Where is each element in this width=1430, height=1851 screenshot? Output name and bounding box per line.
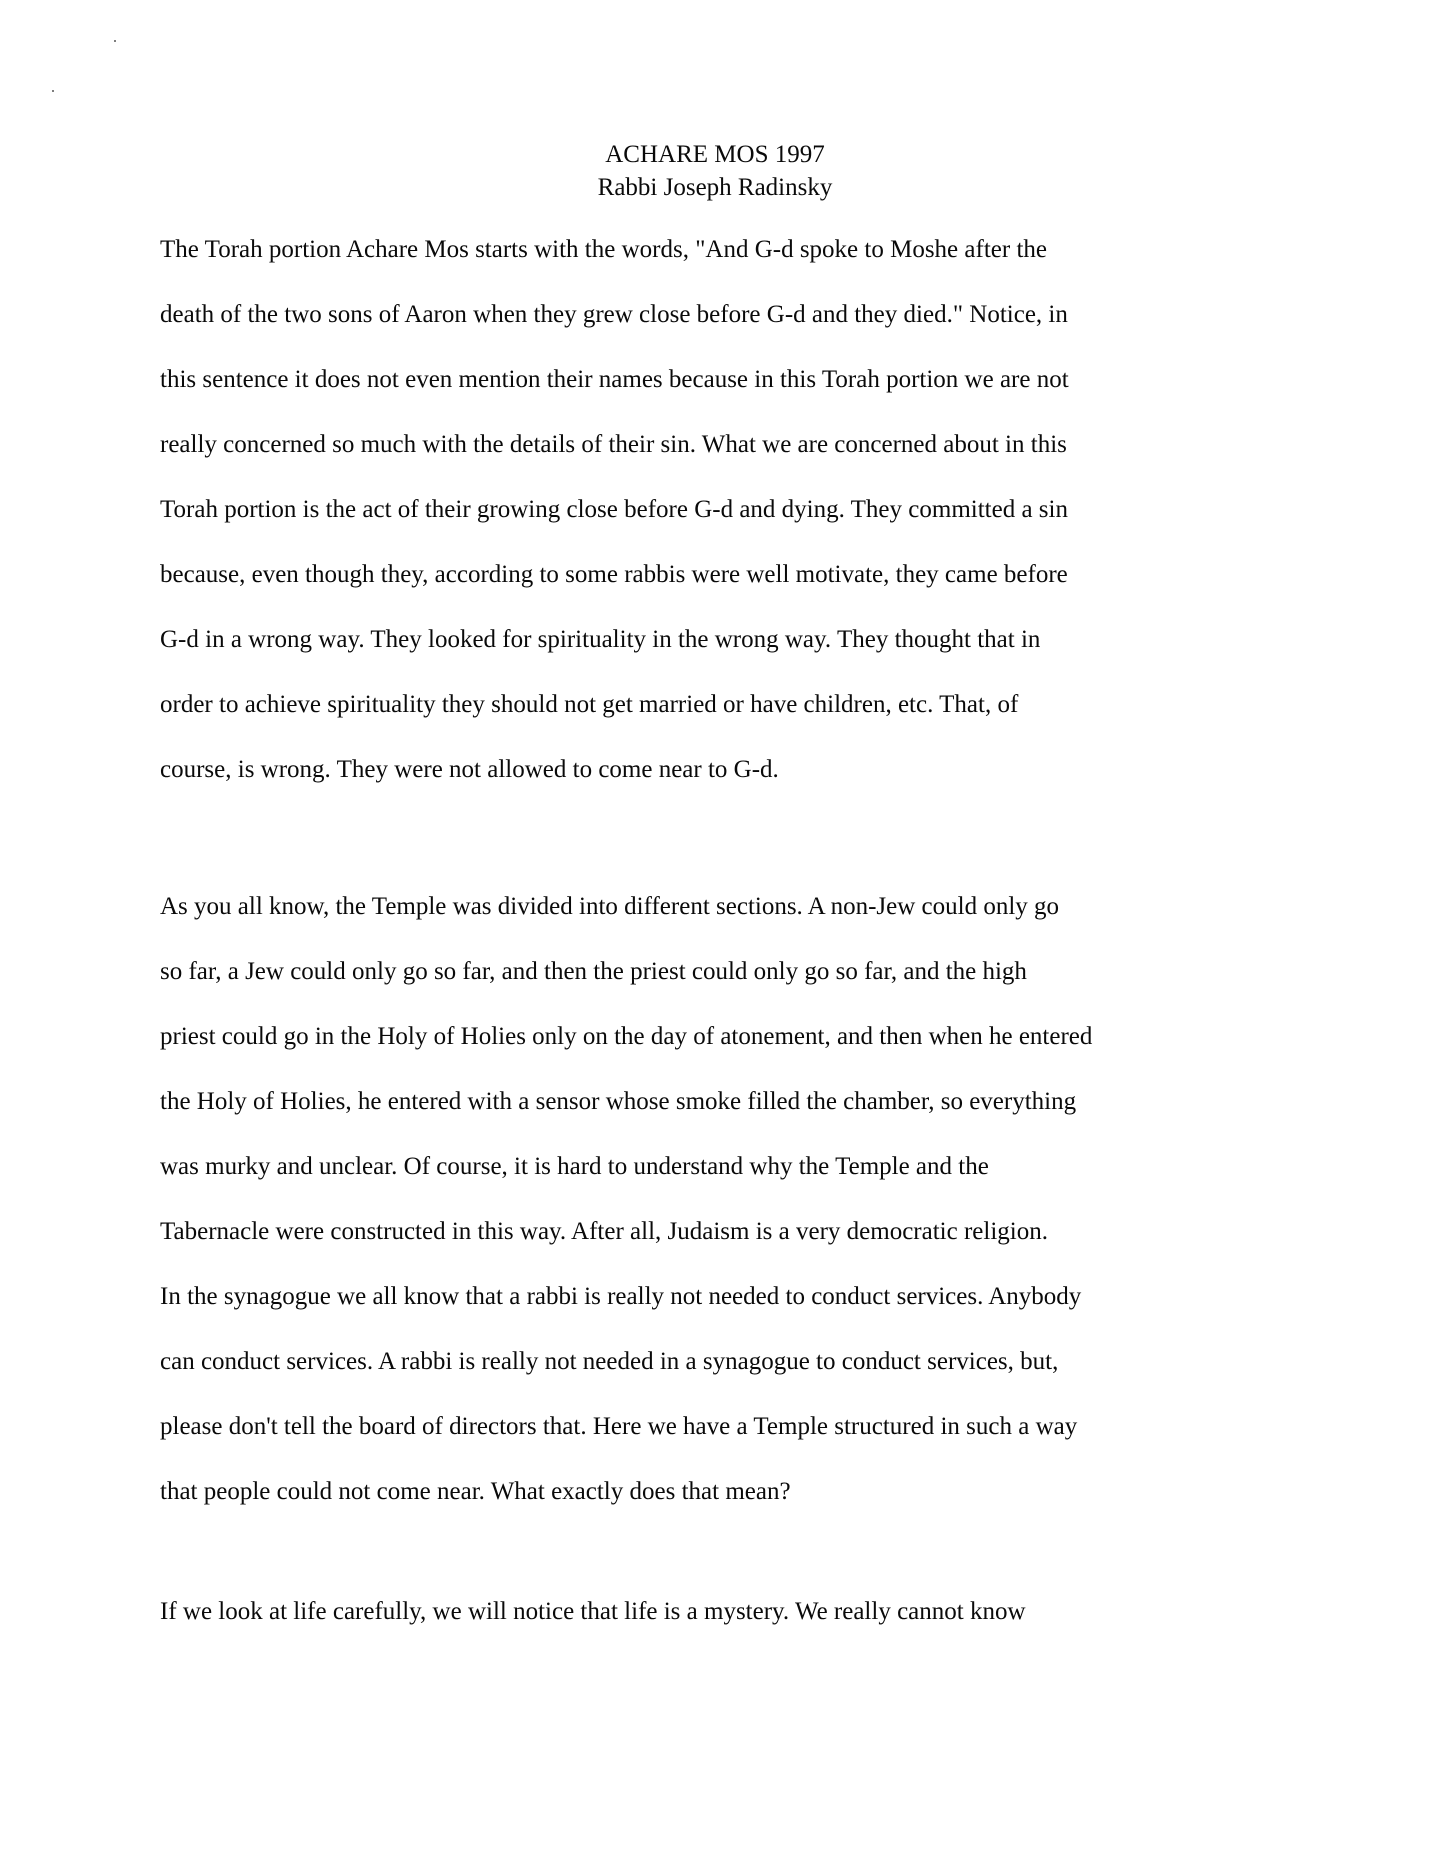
paragraph-3: [160, 1595, 1280, 1660]
text-line: Tabernacle were constructed in this way. After all, Judaism is a very democratic religion.: [160, 1218, 1048, 1245]
text-line: The Torah portion Achare Mos starts with the words, "And G-d spoke to Moshe after the: [160, 236, 1047, 263]
paragraph-2: [160, 890, 1280, 1540]
text-line: so far, a Jew could only go so far, and then the priest could only go so far, and the high: [160, 958, 1027, 985]
scan-speck: [52, 90, 54, 92]
scan-speck: [114, 40, 116, 42]
text-line: priest could go in the Holy of Holies only on the day of atonement, and then when he entered: [160, 1023, 1093, 1050]
text-line: course, is wrong. They were not allowed to come near to G-d.: [160, 756, 779, 783]
text-line: please don't tell the board of directors that. Here we have a Temple structured in such a way: [160, 1413, 1078, 1440]
text-line: the Holy of Holies, he entered with a sensor whose smoke filled the chamber, so everything: [160, 1088, 1077, 1115]
text-line: because, even though they, according to some rabbis were well motivate, they came before: [160, 561, 1068, 588]
text-line: order to achieve spirituality they should not get married or have children, etc. That, of: [160, 691, 1019, 718]
text-line: In the synagogue we all know that a rabbi is really not needed to conduct services. Anybody: [160, 1283, 1082, 1310]
text-line: If we look at life carefully, we will notice that life is a mystery. We really cannot know: [160, 1598, 1026, 1625]
text-line: G-d in a wrong way. They looked for spirituality in the wrong way. They thought that in: [160, 626, 1041, 653]
text-line: really concerned so much with the details of their sin. What we are concerned about in this: [160, 431, 1067, 458]
text-line: can conduct services. A rabbi is really not needed in a synagogue to conduct services, but,: [160, 1348, 1059, 1375]
text-line: Torah portion is the act of their growing close before G-d and dying. They committed a sin: [160, 496, 1068, 523]
document-author: Rabbi Joseph Radinsky: [597, 174, 833, 201]
paragraph-1: [160, 233, 1280, 818]
text-line: death of the two sons of Aaron when they grew close before G-d and they died." Notice, in: [160, 301, 1068, 328]
text-line: was murky and unclear. Of course, it is hard to understand why the Temple and the: [160, 1153, 989, 1180]
text-line: this sentence it does not even mention their names because in this Torah portion we are not: [160, 366, 1069, 393]
document-title: ACHARE MOS 1997: [605, 141, 825, 168]
text-line: As you all know, the Temple was divided into different sections. A non-Jew could only go: [160, 893, 1060, 920]
text-line: that people could not come near. What exactly does that mean?: [160, 1478, 791, 1505]
